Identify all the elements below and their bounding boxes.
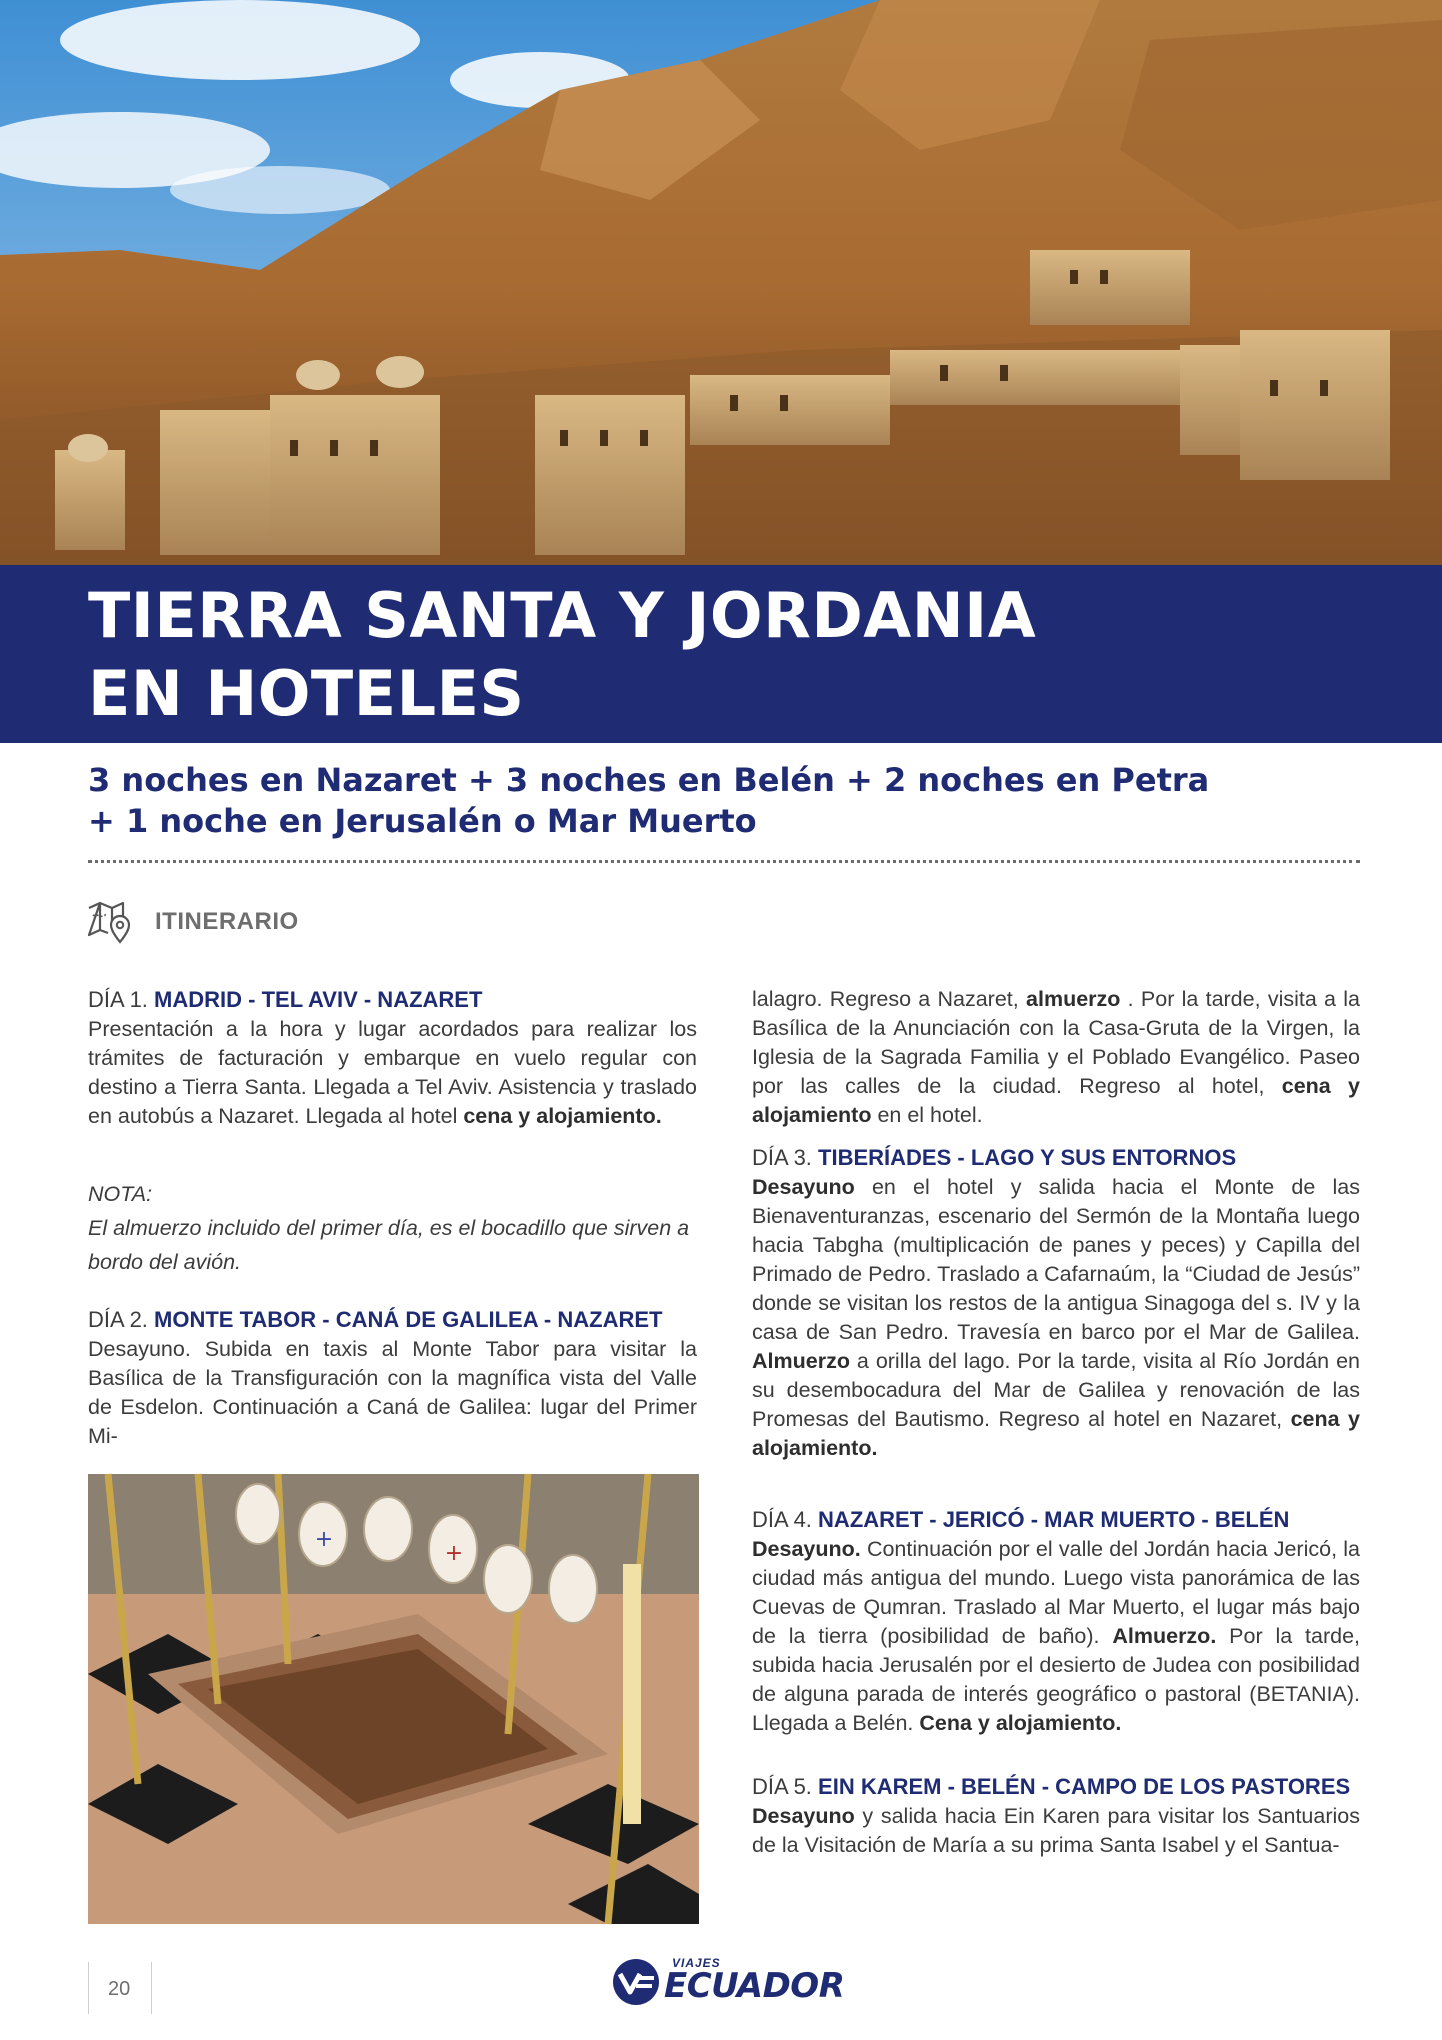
day-2-body-3: en el hotel.	[871, 1103, 983, 1127]
day-2-bold-1: almuerzo	[1026, 987, 1121, 1011]
subtitle	[88, 760, 1368, 842]
note-text: El almuerzo incluido del primer día, es el bocadillo que sirven a bordo del avión.	[88, 1216, 690, 1274]
page-number-rule-left	[88, 1962, 89, 2014]
logo-text-ecuador: ECUADOR	[664, 1966, 845, 2006]
logo-text-viajes: VIAJES	[672, 1956, 721, 1970]
day-1-title: MADRID - TEL AVIV - NAZARET	[154, 987, 483, 1012]
day-4-bold-1: Desayuno.	[752, 1537, 861, 1561]
day-4-body-2: Por la tarde, subida hacia Jerusalén por el desierto de Judea con posibilidad de alguna parada de interés geográfico o pastoral (BETANIA). Llegada a Belén.	[752, 1624, 1361, 1735]
day-2-text-continued	[752, 985, 1361, 1127]
day-4-text	[752, 1535, 1360, 1738]
day-1-heading	[88, 985, 697, 1015]
day-1-bold: cena y alojamiento.	[463, 1104, 662, 1128]
day-2-prefix: DÍA 2.	[88, 1307, 148, 1332]
day-4-heading	[752, 1505, 1360, 1535]
day-2-text-part1	[88, 1335, 697, 1448]
day-3-bold-3: cena y alojamiento.	[752, 1407, 1360, 1460]
day-4-title: NAZARET - JERICÓ - MAR MUERTO - BELÉN	[818, 1507, 1290, 1532]
day-4-bold-2: Almuerzo.	[1112, 1624, 1217, 1648]
title-banner	[0, 565, 1442, 743]
day-2-body-tail: lalagro. Regreso a Nazaret,	[752, 987, 1027, 1011]
day-3-body-2: a orilla del lago. Por la tarde, visita al Río Jordán en su desembocadura del Mar de Galilea y renovación de las Promesas del Bautismo. Regreso al hotel en Nazaret,	[752, 1349, 1360, 1431]
page-title-line1: TIERRA SANTA Y JORDANIA	[88, 579, 1037, 652]
day-1-body: Presentación a la hora y lugar acordados para realizar los trámites de facturación y embarque en vuelo regular con destino a Tierra Santa. Llegada a Tel Aviv. Asistencia y traslado en autobús a Nazaret. Llegada al hotel	[88, 1017, 697, 1128]
hero-photo-monastery	[0, 0, 1442, 565]
svg-text:+: +	[314, 1527, 334, 1552]
itinerary-right-column	[752, 985, 1360, 1860]
photo-stone-of-anointing	[88, 1474, 699, 1924]
day-2-continued-body	[752, 985, 1360, 1130]
day-3-text	[752, 1173, 1360, 1463]
page-title	[88, 577, 1036, 733]
svg-text:+: +	[444, 1541, 464, 1566]
day-1-text	[88, 1015, 697, 1131]
day-3-bold-1: Desayuno	[752, 1175, 855, 1199]
day-4-body-1: Continuación por el valle del Jordán hacia Jericó, la ciudad más antigua del mundo. Luego vista panorámica de las Cuevas de Qumran. Traslado al Mar Muerto, el lugar más bajo de la tierra (posibilidad de baño).	[752, 1537, 1360, 1648]
day-4-bold-3: Cena y alojamiento.	[919, 1711, 1122, 1735]
day-3-body-1: en el hotel y salida hacia el Monte de las Bienaventuranzas, escenario del Sermón de la Montaña luego hacia Tabgha (multiplicación de panes y peces) y Capilla del Primado de Pedro. Traslado a Cafarnaúm, la “Ciudad de Jesús” donde se visitan los restos de la antigua Sinagoga del s. IV y la casa de San Pedro. Travesía en barco por el Mar de Galilea.	[752, 1175, 1360, 1344]
day-4-prefix: DÍA 4.	[752, 1507, 812, 1532]
day-3-title: TIBERÍADES - LAGO Y SUS ENTORNOS	[818, 1145, 1237, 1170]
subtitle-line1: 3 noches en Nazaret + 3 noches en Belén + 2 noches en Petra	[88, 761, 1210, 799]
day-5-text	[752, 1802, 1360, 1860]
day-2-bold-2: cena y alojamiento	[752, 1074, 1361, 1127]
day-1-prefix: DÍA 1.	[88, 987, 148, 1012]
day-3-heading	[752, 1143, 1360, 1173]
note-label: NOTA:	[88, 1182, 153, 1206]
day-2-body: Desayuno. Subida en taxis al Monte Tabor para visitar la Basílica de la Transfiguración con la magnífica vista del Valle de Esdelon. Continuación a Caná de Galilea: lugar del Primer Mi-	[88, 1337, 697, 1448]
day-5-title: EIN KAREM - BELÉN - CAMPO DE LOS PASTORES	[818, 1774, 1351, 1799]
itinerary-label: ITINERARIO	[155, 908, 299, 935]
viajes-ecuador-logo-icon	[610, 1956, 662, 2008]
subtitle-line2: + 1 noche en Jerusalén o Mar Muerto	[88, 802, 757, 840]
page-title-line2: EN HOTELES	[88, 657, 525, 730]
page-number: 20	[108, 1978, 131, 2000]
day-2-title: MONTE TABOR - CANÁ DE GALILEA - NAZARET	[154, 1307, 663, 1332]
day-5-heading	[752, 1772, 1360, 1802]
day-3-bold-2: Almuerzo	[752, 1349, 850, 1373]
day-5-prefix: DÍA 5.	[752, 1774, 812, 1799]
day-2-heading	[88, 1305, 697, 1335]
day-5-bold-1: Desayuno	[752, 1804, 855, 1828]
page-number-rule-right	[151, 1962, 152, 2014]
map-pin-icon	[86, 898, 134, 946]
day-2-body-2: . Por la tarde, visita a la Basílica de la Anunciación con la Casa-Gruta de la Virgen, la Iglesia de la Sagrada Familia y el Poblado Evangélico. Paseo por las calles de la ciudad. Regreso al hotel,	[752, 987, 1361, 1098]
day-5-body-1: y salida hacia Ein Karen para visitar los Santuarios de la Visitación de María a su prima Santa Isabel y el Santua-	[752, 1804, 1360, 1857]
itinerary-left-column	[88, 985, 697, 1448]
dotted-divider	[88, 860, 1360, 863]
day-3-prefix: DÍA 3.	[752, 1145, 812, 1170]
